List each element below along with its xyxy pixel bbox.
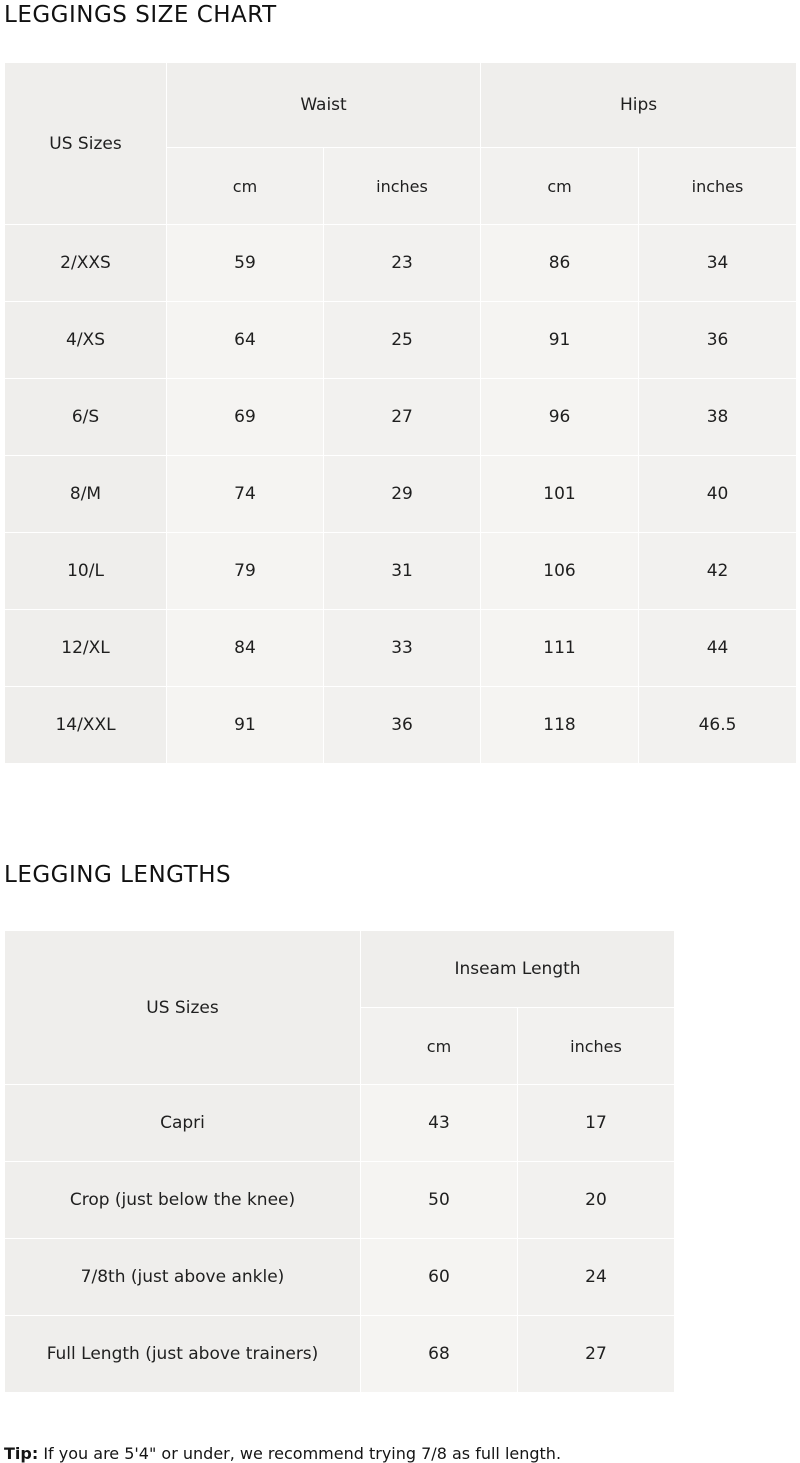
cell-hips-inches: 36 <box>639 302 797 379</box>
cell-hips-cm: 118 <box>481 687 639 764</box>
table-row <box>5 687 797 764</box>
page-title-legging-lengths: LEGGING LENGTHS <box>4 862 232 888</box>
cell-hips-cm: 111 <box>481 610 639 687</box>
cell-waist-cm: 79 <box>167 533 324 610</box>
cell-hips-inches: 46.5 <box>639 687 797 764</box>
cell-hips-cm: 101 <box>481 456 639 533</box>
size-chart-table <box>4 62 797 764</box>
cell-waist-cm: 91 <box>167 687 324 764</box>
tip-label: Tip: <box>4 1444 39 1463</box>
column-header-waist: Waist <box>167 63 481 148</box>
table-row <box>5 610 797 687</box>
cell-waist-cm: 59 <box>167 225 324 302</box>
column-subheader-hips-cm: cm <box>481 148 639 225</box>
table-row <box>5 1085 675 1162</box>
cell-hips-cm: 106 <box>481 533 639 610</box>
legging-lengths-table <box>4 930 675 1393</box>
cell-waist-inches: 23 <box>324 225 481 302</box>
column-header-us-sizes: US Sizes <box>5 931 361 1085</box>
cell-length-name: Capri <box>5 1085 361 1162</box>
cell-inseam-inches: 20 <box>518 1162 675 1239</box>
table-row <box>5 302 797 379</box>
table-row <box>5 1239 675 1316</box>
cell-waist-cm: 74 <box>167 456 324 533</box>
column-header-inseam-length: Inseam Length <box>361 931 675 1008</box>
column-subheader-inseam-cm: cm <box>361 1008 518 1085</box>
cell-waist-inches: 33 <box>324 610 481 687</box>
table-header-row <box>5 931 675 1008</box>
cell-size: 14/XXL <box>5 687 167 764</box>
cell-inseam-cm: 60 <box>361 1239 518 1316</box>
cell-size: 10/L <box>5 533 167 610</box>
cell-hips-inches: 38 <box>639 379 797 456</box>
cell-inseam-cm: 68 <box>361 1316 518 1393</box>
cell-inseam-inches: 24 <box>518 1239 675 1316</box>
cell-size: 4/XS <box>5 302 167 379</box>
cell-size: 6/S <box>5 379 167 456</box>
table-row <box>5 456 797 533</box>
cell-waist-cm: 64 <box>167 302 324 379</box>
cell-size: 2/XXS <box>5 225 167 302</box>
table-header-row <box>5 63 797 148</box>
cell-size: 8/M <box>5 456 167 533</box>
cell-inseam-inches: 27 <box>518 1316 675 1393</box>
column-subheader-waist-cm: cm <box>167 148 324 225</box>
cell-hips-inches: 40 <box>639 456 797 533</box>
sizing-tip <box>4 1444 561 1463</box>
table-row <box>5 1316 675 1393</box>
column-subheader-inseam-inches: inches <box>518 1008 675 1085</box>
table-row <box>5 225 797 302</box>
column-subheader-hips-inches: inches <box>639 148 797 225</box>
cell-length-name: Crop (just below the knee) <box>5 1162 361 1239</box>
cell-hips-inches: 44 <box>639 610 797 687</box>
column-header-hips: Hips <box>481 63 797 148</box>
cell-waist-inches: 31 <box>324 533 481 610</box>
cell-hips-inches: 34 <box>639 225 797 302</box>
cell-waist-inches: 29 <box>324 456 481 533</box>
cell-hips-cm: 91 <box>481 302 639 379</box>
cell-waist-cm: 69 <box>167 379 324 456</box>
table-row <box>5 379 797 456</box>
cell-waist-inches: 36 <box>324 687 481 764</box>
page-title-size-chart: LEGGINGS SIZE CHART <box>4 2 277 28</box>
cell-waist-inches: 27 <box>324 379 481 456</box>
cell-waist-inches: 25 <box>324 302 481 379</box>
cell-inseam-inches: 17 <box>518 1085 675 1162</box>
cell-hips-cm: 86 <box>481 225 639 302</box>
cell-inseam-cm: 50 <box>361 1162 518 1239</box>
table-row <box>5 1162 675 1239</box>
cell-waist-cm: 84 <box>167 610 324 687</box>
cell-hips-cm: 96 <box>481 379 639 456</box>
cell-length-name: 7/8th (just above ankle) <box>5 1239 361 1316</box>
cell-size: 12/XL <box>5 610 167 687</box>
column-subheader-waist-inches: inches <box>324 148 481 225</box>
cell-inseam-cm: 43 <box>361 1085 518 1162</box>
table-row <box>5 533 797 610</box>
tip-text: If you are 5'4" or under, we recommend trying 7/8 as full length. <box>38 1444 562 1463</box>
cell-length-name: Full Length (just above trainers) <box>5 1316 361 1393</box>
column-header-us-sizes: US Sizes <box>5 63 167 225</box>
cell-hips-inches: 42 <box>639 533 797 610</box>
